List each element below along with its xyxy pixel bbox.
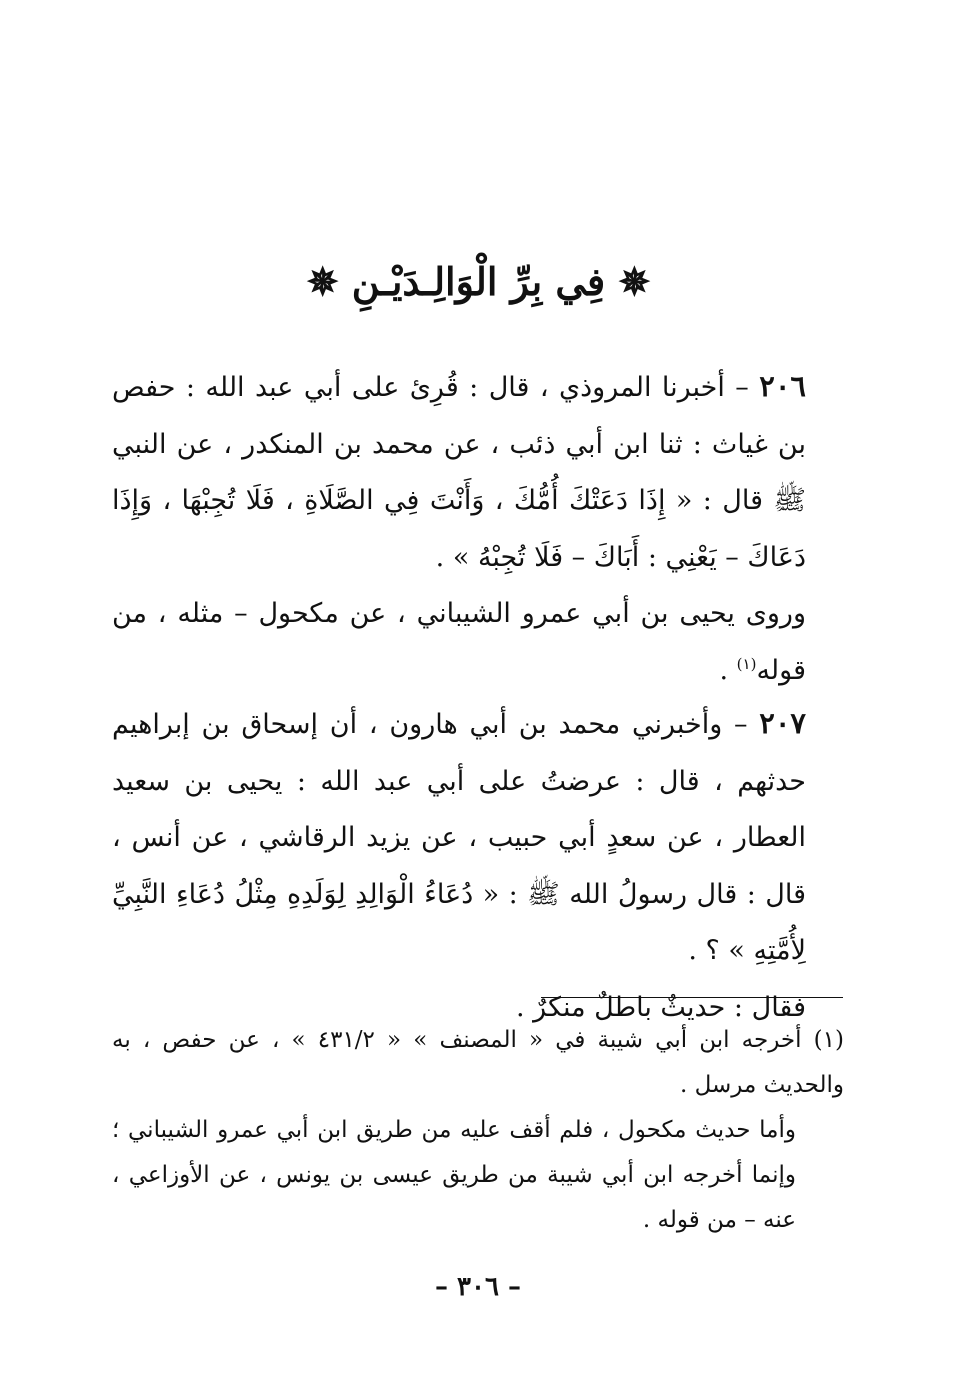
footnote-1-line2: وأما حديث مكحول ، فلم أقف عليه من طريق ابن أبي عمرو الشيباني ؛ وإنما أخرجه ابن أبي شيبة من طريق عيسى بن يونس ، عن الأوزاعي ، عنه – من قوله . (112, 1117, 796, 1233)
footnote-1 (112, 1018, 844, 1108)
footnote-1-continuation (112, 1108, 844, 1243)
footnote-separator (541, 997, 843, 998)
hadith-206 (112, 358, 844, 699)
hadith-206-paragraph (112, 358, 844, 586)
hadith-207-intro: – وأخبرني محمد بن أبي هارون ، أن إسحاق بن إبراهيم (112, 709, 748, 740)
footnote-1-line1: أخرجه ابن أبي شيبة في « المصنف » « ٤٣١/٢ » ، عن حفص ، به والحديث مرسل . (112, 1027, 844, 1098)
footnotes (112, 1018, 844, 1243)
hadith-207-note-text: فقال : حديثٌ باطلٌ منكرٌ . (516, 991, 806, 1023)
hadith-206-note-end: . (719, 654, 737, 686)
chapter-title-text: فِي بِرِّ الْوَالِـدَيْـنِ (351, 259, 606, 304)
page-number: – ٣٠٦ – (434, 1272, 522, 1302)
hadith-207-paragraph (112, 695, 844, 980)
footnote-reference: (١) (736, 654, 757, 673)
hadith-206-note (112, 586, 844, 699)
hadith-206-body: حفص بن غياث : ثنا ابن أبي ذئب ، عن محمد بن المنكدر ، عن النبي ﷺ قال : « إِذَا دَعَتْكَ أُمُّكَ ، وَأَنْتَ فِي الصَّلَاةِ ، فَلَا تُجِبْهَا ، وَإِذَا دَعَاكَ – يَعْنِي : أَبَاكَ – فَلَا تُجِبْهُ » . (112, 372, 806, 573)
ornament-star-icon: ✵ (306, 259, 339, 304)
hadith-207 (112, 695, 844, 1036)
hadith-206-intro: – أخبرنا المروذي ، قال : قُرِئ على أبي عبد الله : (185, 372, 749, 403)
hadith-number: ٢٠٧ (759, 706, 806, 740)
footnote-marker: (١) (813, 1027, 844, 1053)
hadith-number: ٢٠٦ (759, 369, 806, 403)
ornament-star-icon: ✵ (618, 259, 651, 304)
hadith-206-note-text: وروى يحيى بن أبي عمرو الشيباني ، عن مكحول – مثله ، من قوله (112, 598, 806, 686)
hadith-207-body: حدثهم ، قال : عرضتُ على أبي عبد الله : يحيى بن سعيد العطار ، عن سعدٍ أبي حبيب ، عن يزيد الرقاشي ، عن أنس ، قال : قال رسولُ الله ﷺ : « دُعَاءُ الْوَالِدِ لِوَلَدِهِ مِثْلُ دُعَاءِ النَّبِيِّ لِأُمَّتِهِ » ؟ . (112, 765, 806, 966)
chapter-title (120, 252, 837, 312)
